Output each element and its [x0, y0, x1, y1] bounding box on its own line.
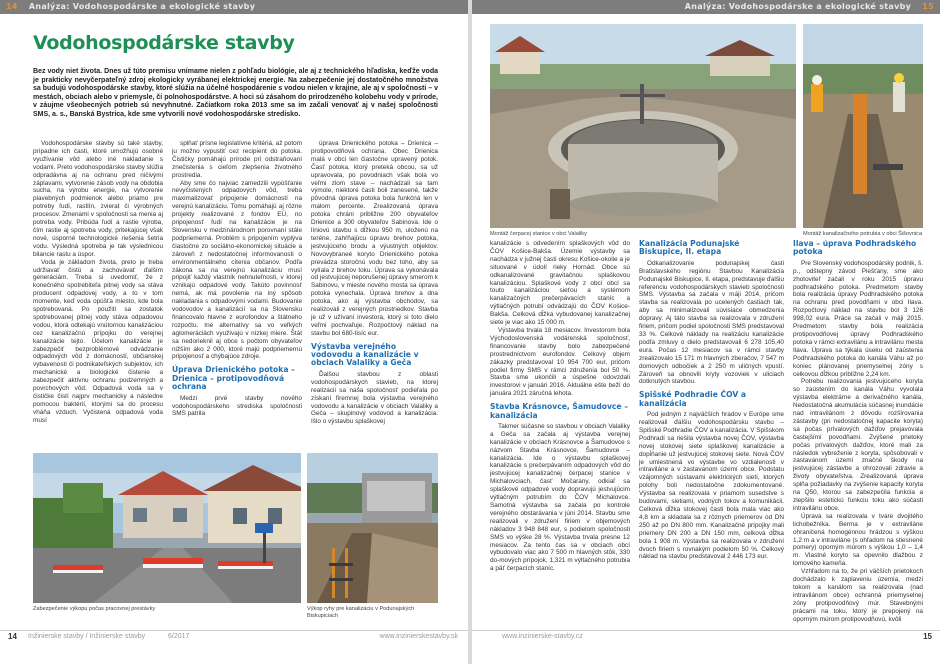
left-footer	[0, 630, 468, 642]
page-number: 15	[923, 632, 932, 641]
paragraph: Vzhľadom na to, že pri väčších prietokoch dochádzalo k zaplaveniu územia, medzi tokom a kanálom sa realizovala (nad intravilánom obce) ochranná priemyselnej zóny protipovodňový múr. Stavebnými prácami na toku, ktorý je prepojený na oporným múrom protipovodňovú, kvôli	[793, 568, 923, 623]
footer-magazine: Inžinierske stavby / Inžinierske stavby	[28, 633, 146, 640]
construction-street-photo	[33, 453, 301, 603]
running-head-text: Analýza: Vodohospodárske a ekologické stavby	[684, 2, 912, 11]
paragraph: Vodohospodárske stavby sú také stavby, prípadne ich časti, ktoré umožňujú osobné využívanie vôd alebo iné nakladanie s vodami. Preto vodohospodárske stavby slúžia odpradávna aj na ochranu pred ničivými záplavami, vytvorenie zásob vody na obdobia sucha, na výrobu energie, na vytvorenie plavebných podmienok alebo priamo pre potreby ľudí, rastlín, zvierat či výrobných procesov. Zmenami v spoločnosti sa menia aj potreba vody. Pribúda ľudí a rastie výroba, čím rastie aj spotreba vody, pritekajúcej však nové, úsporné technologické riešenia šetria vodu. Výsledná spotreba je tak výslednicou bilancie rastu a úspor.	[33, 140, 163, 258]
photo-caption: Výkop ryhy pre kanalizáciu v Podunajských Biskupiciach	[307, 606, 415, 619]
running-head-right	[472, 0, 940, 14]
paragraph: Výstavba trvala 18 mesiacov. Investorom bola Východoslovenská vodárenská spoločnosť, financovanie stavby bolo zabezpečené prostredníctvom eurofondov. Celkový objem zákazky predstavoval 10 954 700 eur, pričom podiel firmy SMS v rámci združenia bol 50 %. Stavba sme ukončili a úspešne odovzdali investorovi v januári 2016. Aktuálne ešte beží do januára 2021 záručná lehota.	[490, 326, 630, 398]
paragraph: Ďalšou stavbou z oblasti vodohospodárskych stavieb, na ktorej realizácii sa naša spoločnosť podieľala po získaní firemnej bola výstavba verejného vodovodu a kanalizácie v obciach Valaliky a Geča – skupinový vodovod a kanalizácia. Išlo o výstavbu splaškovej	[311, 370, 438, 426]
paragraph: Voda je základom života, preto je treba udržiavať čistú a zachovávať ďalším generáciám. Treba si uvedomiť, že z konečného spotrebiteľa pitnej vody sa stáva producent odpadovej vody, a to v tom momente, keď voda opúšťa miesto, kde bola spotrebovaná. Po použití sa zostatok spotrebovanej pitnej vody stáva odpadovou vodou, ktorá odtekajú vnútornou kanalizáciou cez kanalizačnú prípojku do verejnej kanalizácie tejto. Účelom kanalizácie je zabezpečiť bezproblémové odvádzanie odpadových vôd z domácností, občianskej vybavenosti či podnikateľských subjektov, ich mechanické a biologické čistenie a zabezpečiť aktívnu ochranu podzemných a povrchových vôd. Odpadová voda sa v čističke čistí najprv mechanicky a následne pomocou baktérií, ktorými sa do procesu vháňa vzduch. Vyčistená odpadová voda musí	[33, 258, 163, 424]
running-head-left	[0, 0, 468, 14]
left-column-2	[172, 140, 302, 450]
photo-caption: Montáž čerpacej stanice v obci Valaliky	[490, 231, 587, 237]
left-page	[0, 0, 468, 664]
section-heading: Úprava Drienického potoka – Drienica – protipovodňová ochrana	[172, 365, 295, 392]
article-lead: Bez vody niet života. Dnes už túto premisu vnímame nielen z pohľadu biológie, ale aj z technického hľadiska, keďže voda je prakticky nevyčerpateľný zdroj ekologicky vyrábanej elektrickej energie. Na zabezpečenie jej dostatočného množstva sa budujú vodohospodárske stavby, ktoré slúžia na účelné hospodárenie s vodou nielen v krajine, ale aj v spoločnosti – v mestách, obciach alebo v priemysle, či polnohospodárstve. A hoci sú zásahom do prirodzeného kolobehu vody v prírode, v záujme všeobecných potrieb sú nevyhnutné. Začiatkom roka 2013 sme sa im začali venovať aj v našej spoločnosti SMS, a. s., Banská Bystrica, kde sme vytvorili nové vodohospodárske stredisko.	[33, 68, 438, 118]
paragraph: spĺňať prísne legislatívne kritériá, až potom ju možno vypustiť cez recipient do potoka. Čističky pomáhajú prírode pri odstraňovaní znečistenia s cieľom zlepšenia životného prostredia.	[172, 140, 302, 179]
left-column-1	[33, 140, 163, 450]
right-column-3	[793, 240, 923, 626]
left-column-3	[311, 140, 438, 450]
trench-excavation-photo	[307, 453, 438, 603]
right-column-1	[490, 240, 630, 626]
section-heading: Spišské Podhradie ČOV a kanalizácia	[639, 390, 746, 408]
photo-caption: Zabezpečenie výkopu počas pracovnej prestávky	[33, 606, 156, 612]
paragraph: Pod jedným z najväčších hradov v Európe sme realizovali ďalšiu vodohospodársku stavbu – Spišské Podhradie ČOV a kanalizácia. V Spišskom Podhradí sa riešila výstavba novej ČOV, výstavba novej stokovej siete splaškovej kanalizácie a dopĺňanie už jestvujúcej stokovej siete. Nová ČOV je umiestnená vo výstavbe vo vzdialenosti v intraviláne a v zastavanom území obce. Podstatu vzájomných sústavami elektrických sietí, ktorých polohy boli nedostatočne zdokumentované. Výstavba sa realizovala v priamom susedstve s budovami, sietiami, vodných tokov a komunikácii. Celková dĺžka stokovej časti bola mala viac ako 4,8 km a skladala sa z rôznych priemerov od DN 250 až po DN 800 mm. Kanalizačné prípojky mali priemery DN 200 a DN 150 mm, celková dĺžka bola 1 908 m. Výstavba sa realizovala v združení dvoch firiem s rovnakým podielom 50 %. Celkový náklad na stavbu predstavoval 2 446 173 eur.	[639, 411, 784, 561]
running-head-page-number: 15	[922, 2, 934, 11]
section-heading: Výstavba verejného vodovodu a kanalizácie v obciach Valaliky a Geča	[311, 341, 419, 368]
right-column-2	[639, 240, 784, 626]
paragraph: Aby sme čo najviac zamedzili vypúšťanie nevyčistených odpadových vôd, treba maximalizovať pripojenie domácností na verejnú kanalizáciu. Tomu pomáhajú aj rôzne projekty realizované z fondov EÚ, no pripojenosť ľudí na kanalizácie je na Slovensku v medzinárodnom porovnaní stále podpriemerná. Problém s pripojením vyplýva čiastočne zo sociálno-ekonomickej situácie a zároveň z nedostatočnej informovanosti o environmentálneho cítenia občanov. Podľa zákona sa na verejnú kanalizáciu musí pripojiť každý vlastník nehnuteľnosti, v ktorej vznikajú odpadové vody. Takúto povinnosť nemá, ak má povolenie na iný spôsob nakladania s odpadovými vodami. Budovanie vodovodov a kanalizácií sa na Slovensku financovalo hlavne z eurofondov a štátneho rozpočtu. Iné alternatívy sa vo veľkých aglomeráciách využívajú v nízkej miere. Štát sa nedorieknil aj obce s počtom obyvateľov nižším ako 2 000, ktoré majú podpriemernú pripojenosť a chýbajúce zdroje.	[172, 179, 302, 361]
article-title: Vodohospodárske stavby	[33, 32, 295, 54]
pipe-installation-photo	[803, 24, 923, 228]
footer-link[interactable]: www.inzinierskestavby.sk	[379, 633, 458, 640]
running-head-text: Analýza: Vodohospodárske a ekologické stavby	[28, 2, 256, 11]
running-head-page-number: 14	[6, 2, 18, 11]
paragraph: úprava Drienického potoka – Drienica – protipovodňová ochrana. Obec Drienica malá v obci len čiastočne upravený potok. Časť potoka, ktorý preteká obcou, sa už upravovala, po povodniach však bola vo veľmi zlom stave – nachádzali sa tam výmole, niektoré časti boli zanesené, takže pôvodná úprava potoka bola funkčná len v malom percente. Zrealizovaná úprava potoka chráni približne 200 obyvateľov Drienice a 300 obyvateľov Sabinova. Ide o líniovú stavbu s dĺžkou 950 m, uloženú na teréne, zahŕňajúcu úpravu brehov potoka, jestvujúceho brodu a výustných objektov. Novovybraneé koryto Drienického potoka prevádza storočnú vodu bez toho, aby sa vylíala z brehov toku. Úprava sa vykonávala od jestvujúcej neporušenej úpravy smerom k Sabinovu, v mieste nového mosta sa úprava potoka vynechala. Úprava brehov a dna potoka, ako aj výstavba obchodov, sa realizovali z verejných prostriedkov. Stavba je už v užívaní investora, ktorý si toto dielo veľmi pochvaľuje. Rozpočtový náklad na stavbu bol 680-tisíc eur.	[311, 140, 438, 337]
paragraph: Odkanalizovanie podunajskej časti Bratislavského regiónu Stavbou Kanalizácia Podunajské Biskupice, II. etapa, predstavuje ďalšiu referenciu vodohospodárskych stavieb spoločnosti SMS. Výstavba sa začala v máji 2014, pričom stavba sa realizovala po ucelených častiach tak, aby sa minimalizovali súvisiace obmedzenia dopravy. Aj táto stavba sa realizovala v združení firiem, pričom podiel spoločnosti SMS predstavoval 33 %. Celkové náklady na realizáciu kanalizácie podľa zmluvy o dielo predstavovali 6 278 105,40 eura. Počas 12 mesiacov sa v rámci stavby zrealizovalo 15 171 m hlavných zberačov, 7 547 m domových odbočiek a 2 250 m uličných vpustí. Zároveň sa obnovili kryty vozoviek v uliciach dotknutých stavbou.	[639, 259, 784, 386]
paragraph: Takmer súčasne so stavbou v obciach Valaliky a Geča sa začala aj výstavba verejnej kanalizácie v obciach Krásnovce a Šamudovce s názvom Stavba Krásnovce, Šamudovce – kanalizácia. Ide o výstavbu splaškovej kanalizácie s prečerpávaním odpadových vôd do jestvujúcej kanalizačnej čerpacej stanice v Michalovciach, časť Močarany, odkiaľ sa splaškové odpadové vody dopravujú jestvujúcim výtlačným potrubím do ČOV Michalovce. Samotná výstavba sa začala po kontrole verejného obstarávania v júni 2014. Stavbu sme realizovali v združení firiem v objemových nákladov 3 948 848 eur, s podielom spoločnosti SMS vo výške 28 %. Výstavba trvala presne 12 mesiacov. Za tento čas sa v obciach obcí vybudovalo viac ako 7 500 m hlavných stôk, 330 do-mových prípojok, 1,321 m výtlačného potrubia a päť čerpacích staníc.	[490, 422, 630, 573]
section-heading: Ilava – úprava Podhradského potoka	[793, 240, 917, 257]
page-number: 14	[8, 632, 17, 641]
section-heading: Stavba Krásnovce, Šamudovce – kanalizácia	[490, 402, 629, 420]
paragraph: Potrebu realizovania jestvujúceho koryta so zaústením do kanála Váhu vyvolala výstavba elektrárne a derivačného kanála. Nedostatočná akumulácia súčasnej inundácie nad intravilánom z dôvodu rozšírovania zástavby (pri nedostatočnej kapacite koryta) sa počas prívalových dažďov prejavovala častejšími povodňami. Zvýšené prietoky počas prívalových dažďov, ktoré mali za následok vybreženie z koryta, spôsobovali v zastavanom území značné škody na jestvujúcej zástavbe a ohrozovali zdravie a životy obyvateľstva. Zrealizovaná úprava splňa požiadavky na zvýšenie kapacity koryta na Q50, ktorou sa zabezpečila funkcia a zlepšilo estetickú funkciu toku ako súčasti intravilánu obce.	[793, 378, 923, 512]
footer-link[interactable]: www.inzinierske-stavby.cz	[502, 633, 583, 640]
right-page	[472, 0, 940, 664]
paragraph: Úprava sa realizovala v tvare dvojitého lichobežníka. Berma je v extraviláne ohraničená homogénnou hrádzou s výškou 1,2 m a v intraviláne (s ohľadom na stiesnené pomery) oporným múrom s výškou 1,0 – 1,4 m. Vlastné koryto sa opevnilo dlažbou z lomového kameňa.	[793, 512, 923, 568]
paragraph: Pre Slovenský vodohospodársky podnik, š. p., odštepný závod Piešťany, sme ako zhotoviteľ začali v roku 2015 úpravu podhradského potoka. Predmetom stavby bola realizácia úpravy Podhradského potoka na ochranu pred povodňami v obci Ilava. Rozpočtový náklad na stavbu bol 3 126 998,02 eura. Práce sa začali v máji 2015. Predmetom stavby bola realizácia protipovodňovej úpravy Podhradského potoka v rámci extravilánu a intravilánu mesta Ilava. Úprava sa týkala úseku od zaústenia Podhradského potoka do kanála Váhu až po koniec plánovanej priemyselnej zóny s celkovou dĺžkou približne 2,24 km.	[793, 259, 923, 378]
paragraph: Medzi prvé stavby nového vodohospodárskeho strediska spoločnosti SMS patrila	[172, 394, 302, 418]
photo-caption: Montáž kanalizačného potrubia v obci Šišovnica	[803, 231, 923, 237]
footer-issue: 6/2017	[168, 633, 190, 640]
section-heading: Kanalizácia Podunajské Biskupice, II. etapa	[639, 240, 740, 257]
pumping-station-photo	[490, 24, 796, 228]
right-footer	[472, 630, 940, 642]
paragraph: kanalizácie s odvedením splaškových vôd do ČOV Košice-Bakša. Územie výstavby sa nachádza v južnej časti okresu Košice-okolie a je situované v údolí rieky Hornád. Obce sú odkanalizované gravitačnou splaškovou kanalizáciou. Splaškové vody z obcí obcí sa touto kanalizáciou sieťou a systémom kanalizačných prečerpávacích staníc a výtlačných potrubí odvádzajú do ČOV Košice-Bakša. Celková dĺžka vybudovanej kanalizačnej siete je viac ako 15 000 m.	[490, 240, 630, 327]
